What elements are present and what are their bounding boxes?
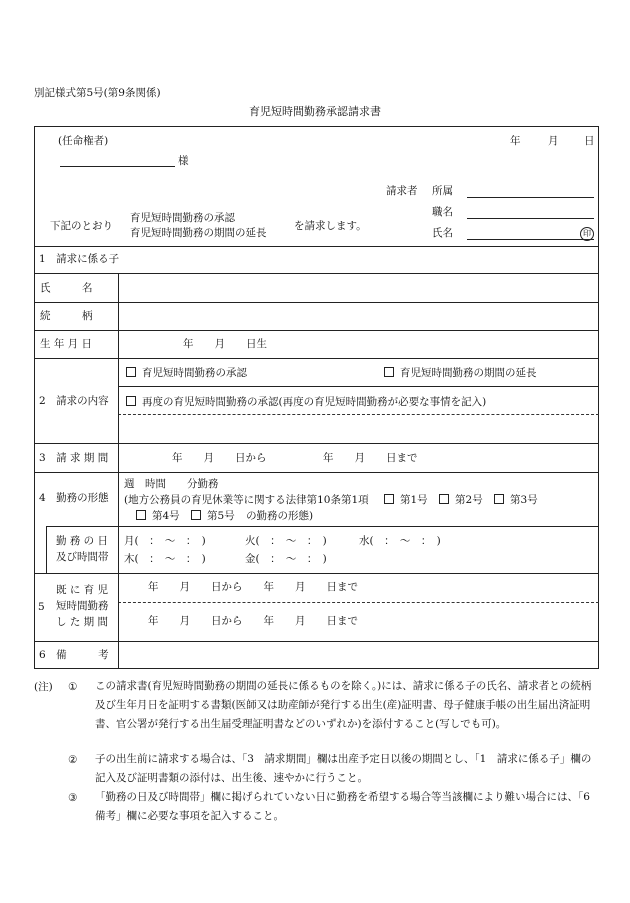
checkbox-item3[interactable] [494,494,504,504]
days-label-2: 及び時間帯 [56,551,109,563]
rule-section2-inner [118,386,599,387]
form-title: 育児短時間勤務承認請求書 [249,105,381,118]
authority-label: (任命権者) [58,135,109,147]
item2-option[interactable]: 第2号 [439,494,483,506]
child-relation-label: 続 柄 [40,310,93,322]
affiliation-label: 所属 [432,185,453,197]
monday-time[interactable]: 月( ： 〜 ： ) [124,535,206,547]
section2-label: 2 請求の内容 [39,395,109,407]
name-field[interactable] [467,239,594,240]
section5-label-3: し た 期 間 [56,616,109,628]
days-label-1: 勤 務 の 日 [56,535,109,547]
checkbox-extension[interactable] [384,367,394,377]
section4-label: 4 勤務の形態 [39,492,109,504]
thursday-time[interactable]: 木( ： 〜 ： ) [124,553,206,565]
affiliation-field[interactable] [467,197,594,198]
checkbox-item2[interactable] [439,494,449,504]
requester-label: 請求者 [386,185,418,197]
form-suffix: の勤務の形態) [246,510,314,522]
form-code: 別記様式第5号(第9条関係) [34,87,161,99]
position-label: 職名 [432,206,453,218]
option-reapproval[interactable]: 再度の育児短時間勤務の承認(再度の育児短時間勤務が必要な事情を記入) [126,396,486,408]
date-month: 月 [548,135,559,147]
tuesday-time[interactable]: 火( ： 〜 ： ) [245,535,327,547]
note1-mark: ① [68,681,78,693]
rule-section4-inner [46,526,599,527]
checkbox-reapproval[interactable] [126,396,136,406]
date-day: 日 [584,135,595,147]
section5-label-2: 短時間勤務 [56,600,109,612]
friday-time[interactable]: 金( ： 〜 ： ) [245,553,327,565]
law-line: (地方公務員の育児休業等に関する法律第10条第1項 第1号 第2号 第3号 [124,494,538,506]
checkbox-item5[interactable] [191,510,201,520]
rule-section5-dashed [118,602,599,603]
seal-mark: 印 [580,227,594,241]
frame-left [34,126,35,669]
name-label: 氏名 [432,227,453,239]
section1-heading: 1 請求に係る子 [39,253,120,265]
rule-section2-dashed [118,414,599,415]
notes-prefix: (注) [34,681,53,693]
weekly-hours: 週 時間 分勤務 [124,478,219,490]
note-1: この請求書(育児短時間勤務の期間の延長に係るものを除く。)には、請求に係る子の氏名、請求者との続柄及び生年月日を証明する書類(医師又は助産師が発行する出生(産)証明書、母子健康手帳の出生届出済証明書、官公署が発行する出生届受理証明書などのいずれか)を添付すること(写しでも可)。 [95,680,592,730]
child-birth-label: 生 年 月 日 [40,338,93,350]
intro-option-extension: 育児短時間勤務の期間の延長 [130,227,267,239]
section5-number: 5 [38,601,45,613]
section4-inner-left [46,526,47,573]
checkbox-approval[interactable] [126,367,136,377]
child-name-label: 氏 名 [40,282,93,294]
frame-right [598,126,599,669]
section3-label: 3 請 求 期 間 [39,452,109,464]
item5-option[interactable]: 第5号 [191,510,235,522]
position-field[interactable] [467,218,594,219]
prior-period-2: 年 月 日から 年 月 日まで [148,615,358,627]
note2-mark: ② [68,754,78,766]
section5-label-1: 既 に 育 児 [56,584,109,596]
child-birth-value: 年 月 日生 [183,338,267,350]
intro-prefix: 下記のとおり [50,220,113,232]
sama-label: 様 [178,155,189,167]
checkbox-item1[interactable] [384,494,394,504]
wednesday-time[interactable]: 水( ： 〜 ： ) [359,535,441,547]
period-from: 年 月 日から [172,452,267,464]
note-3: 「勤務の日及び時間帯」欄に掲げられていない日に勤務を希望する場合等当該欄により難い場合には、「6 備考」欄に必要な事項を記入すること。 [95,791,601,822]
checkbox-item4[interactable] [136,510,146,520]
column-divider [118,273,119,669]
date-year: 年 [510,135,521,147]
option-approval[interactable]: 育児短時間勤務の承認 [126,367,247,379]
section6-label: 6 備 考 [39,649,109,661]
intro-suffix: を請求します。 [294,220,367,232]
law-line-2 [136,510,313,522]
prior-period-1: 年 月 日から 年 月 日まで [148,581,358,593]
period-to: 年 月 日まで [323,452,418,464]
note-2: 子の出生前に請求する場合は、「3 請求期間」欄は出産予定日以後の期間とし、「1 請求に係る子」欄の記入及び証明書類の添付は、出生後、速やかに行うこと。 [95,753,592,784]
rule-header-end [34,246,599,247]
authority-line[interactable] [60,166,175,167]
item3-option[interactable]: 第3号 [494,494,538,506]
intro-option-approval: 育児短時間勤務の承認 [130,212,235,224]
option-extension[interactable]: 育児短時間勤務の期間の延長 [384,367,537,379]
item1-option[interactable]: 第1号 [384,494,428,506]
note3-mark: ③ [68,792,78,804]
frame-top [34,126,599,127]
item4-option[interactable]: 第4号 [136,510,180,522]
